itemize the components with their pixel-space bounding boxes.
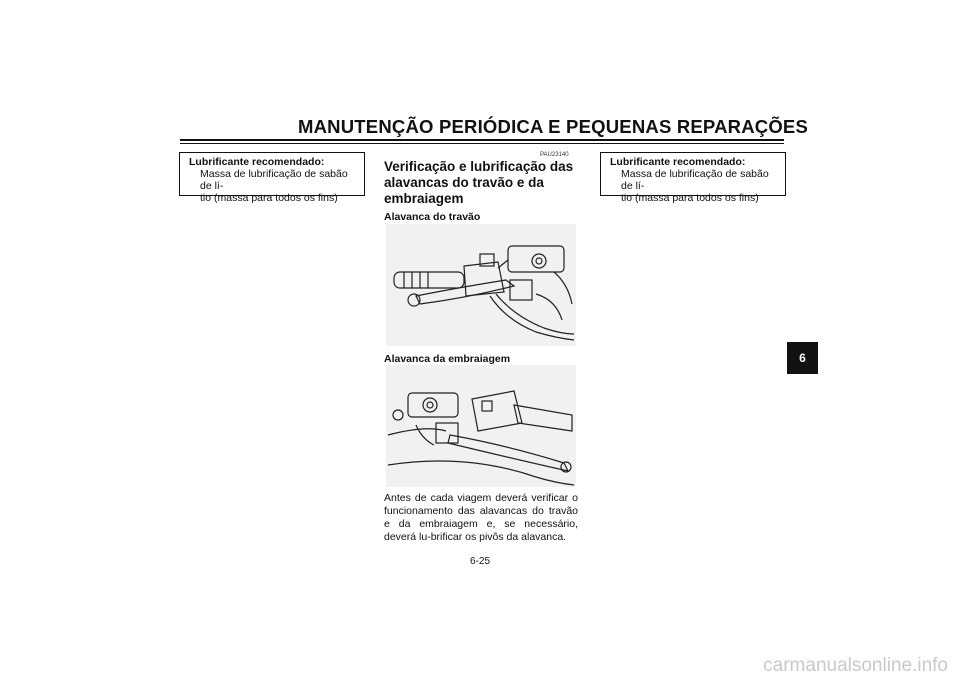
section-title bbox=[384, 159, 584, 207]
section-title-line3: embraiagem bbox=[384, 191, 464, 206]
section-title-line2: alavancas do travão e da bbox=[384, 175, 544, 190]
clutch-lever-drawing bbox=[386, 365, 576, 487]
page-title: MANUTENÇÃO PERIÓDICA E PEQUENAS REPARAÇÕES bbox=[298, 116, 809, 137]
header-rule-thick bbox=[180, 139, 784, 141]
header-rule-thin bbox=[180, 143, 784, 144]
lubricant-value-line1: Massa de lubrificação de sabão de lí- bbox=[621, 168, 769, 192]
lever-check-paragraph: Antes de cada viagem deverá verificar o funcionamento das alavancas do travão e da embraiagem e, se necessário, deverá lu-brificar os pivôs da alavanca. bbox=[384, 492, 578, 543]
lubricant-label: Lubrificante recomendado: bbox=[189, 156, 325, 168]
lubricant-box-right bbox=[600, 152, 786, 204]
page-number: 6-25 bbox=[470, 556, 491, 567]
brake-lever-heading: Alavanca do travão bbox=[384, 211, 481, 223]
watermark: carmanualsonline.info bbox=[763, 655, 948, 676]
lubricant-value-line2: tio (massa para todos os fins) bbox=[200, 192, 338, 204]
brake-lever-drawing bbox=[386, 224, 576, 346]
clutch-lever-heading: Alavanca da embraiagem bbox=[384, 353, 511, 365]
lubricant-value-line2: tio (massa para todos os fins) bbox=[621, 192, 759, 204]
lubricant-value-line1: Massa de lubrificação de sabão de lí- bbox=[200, 168, 348, 192]
clutch-lever-illustration bbox=[386, 365, 576, 487]
chapter-tab: 6 bbox=[787, 342, 818, 374]
section-title-line1: Verificação e lubrificação das bbox=[384, 159, 574, 174]
brake-lever-illustration bbox=[386, 224, 576, 346]
lubricant-label: Lubrificante recomendado: bbox=[610, 156, 746, 168]
section-code: PAU23140 bbox=[540, 152, 569, 158]
lubricant-box-left bbox=[179, 152, 365, 204]
